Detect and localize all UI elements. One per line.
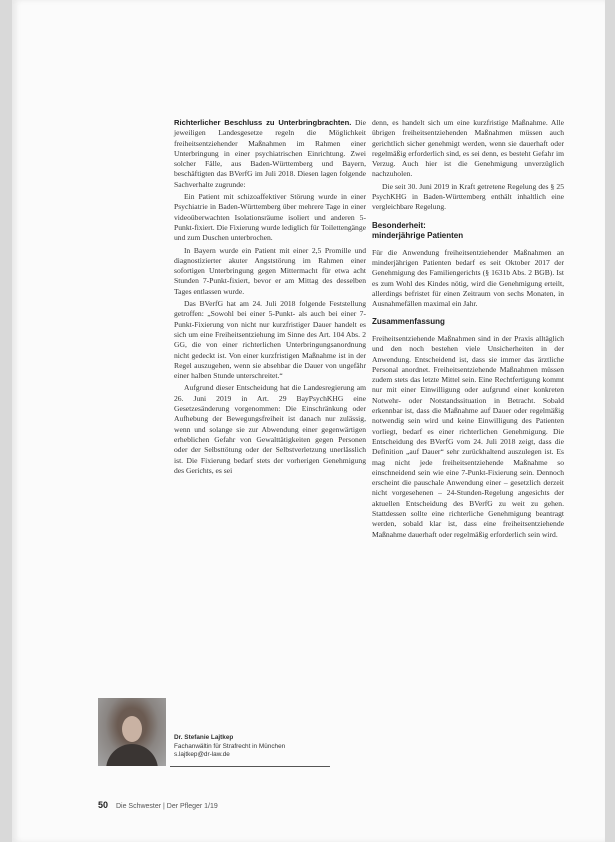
author-info <box>174 734 285 760</box>
paragraph: Die seit 30. Juni 2019 in Kraft getretene Regelung des § 25 PsychKHG in Baden-Württemberg enthält inhaltlich eine vergleichbare Regelung. <box>372 181 564 212</box>
author-name: Dr. Stefanie Lajtkep <box>174 734 234 741</box>
author-photo-face <box>122 716 142 742</box>
paragraph: Ein Patient mit schizoaffektiver Störung wurde in einer Psychiatrie in Baden-Württemberg über mehrere Tage in einer videoüberwachten Isolationsräume isoliert und anderen 5-Punkt-fixiert. Die Fixierung wurde lediglich für Toilettengänge und zum Duschen unterbrochen. <box>174 192 366 243</box>
paragraph-text: Die jeweiligen Landesgesetze regeln die Möglichkeit freiheitsentziehender Maßnahmen im Rahmen einer Unterbringung in einer psychiatrischen Einrichtung. Zwei solcher Fälle, aus Baden-Württemberg und Bayern, beschäftigten das BVerfG im Juli 2018. Diesen lagen folgende Sachverhalte zugrunde: <box>174 118 366 189</box>
paragraph: Aufgrund dieser Entscheidung hat die Landesregierung am 26. Juni 2019 in Art. 29 BayPsychKHG eine Gesetzesänderung vorgenommen: Die Einschränkung oder Aufhebung der Bewegungsfreiheit ist danach nur zulässig, wenn und solange sie zur Abwendung einer gegenwärtigen erheblichen Gefahr von Gewalttätigkeiten gegen Personen oder der Selbsttötung oder der Selbstverletzung unerlässlich ist. Die Fixierung bedarf stets der vorherigen Genehmigung des Gerichts, es sei <box>174 383 366 475</box>
paragraph <box>174 118 366 190</box>
author-photo-shoulders <box>106 744 158 766</box>
article-right-column <box>372 118 564 542</box>
page-number: 50 <box>98 800 109 810</box>
heading-line: minderjährige Patienten <box>372 231 464 241</box>
paragraph: In Bayern wurde ein Patient mit einer 2,5 Promille und diagnostizierter akuter Angststörung im Rahmen einer sofortigen Unterbringung gegen Mittermacht für etwa acht Stunden 7-Punkt-fixiert, bevor er am Mittag des desselben Tages entlassen wurde. <box>174 245 366 296</box>
section-heading-summary: Zusammenfassung <box>372 317 445 327</box>
article-left-column <box>174 118 366 478</box>
author-divider <box>170 766 330 767</box>
heading-line: Besonderheit: <box>372 220 426 230</box>
author-email[interactable]: s.lajtkep@dr-law.de <box>174 751 230 759</box>
paragraph: Für die Anwendung freiheitsentziehender Maßnahmen an minderjährigen Patienten bedarf es seit Oktober 2017 der Genehmigung des Familiengerichts (§ 1631b Abs. 2 BGB). Ist es zum Wohl des Kindes nötig, wird die Genehmigung erteilt, allerdings befristet für einen Zeitraum von sechs Monaten, in Ausnahmefällen maximal ein Jahr. <box>372 247 564 309</box>
magazine-page <box>12 0 605 842</box>
page-footer <box>98 800 218 810</box>
paragraph: Das BVerfG hat am 24. Juli 2018 folgende Feststellung getroffen: „Sowohl bei einer 5-Punkt- als auch bei einer 7-Punkt-Fixierung von nicht nur kurzfristiger Dauer handelt es sich um eine Freiheitsentziehung im Sinne des Art. 104 Abs. 2 GG, die von einer richterlichen Unterbringungsanordnung nicht gedeckt ist. Von einer kurzfristigen Maßnahme ist in der Regel auszugehen, wenn sie absehbar die Dauer von ungefähr einer halben Stunde unterschreitet.“ <box>174 299 366 381</box>
paragraph: Freiheitsentziehende Maßnahmen sind in der Praxis alltäglich und den noch bestehen viele Unsicherheiten in der Anwendung. Entscheidend ist, dass sie immer das ärztliche Personal anordnet. Freiheitsentziehende Maßnahmen müssen zudem stets das letzte Mittel sein. Eine Rechtfertigung kommt nur mit einer Einwilligung oder aufgrund einer konkreten Notwehr- oder Notstandssituation in Betracht. Sobald erkennbar ist, dass die Maßnahme auf Dauer oder regelmäßig notwendig sein wird und keine Einwilligung des Patienten vorliegt, bedarf es einer richterlichen Genehmigung. Die Entscheidung des BVerfG vom 24. Juli 2018 zeigt, dass die Definition „auf Dauer“ sehr zurückhaltend auszulegen ist. Es mag nicht jede freiheitsentziehende Maßnahme so einschneidend sein wie eine 7-Punkt-Fixierung sein. Dennoch erscheint die pauschale Anwendung einer – gesetzlich derzeit nicht vorgesehenen – 24-Stunden-Regelung angesichts der aktuellen Entscheidung des BVerfG zu weit zu gehen. Stattdessen sollte eine richterliche Genehmigung beantragt werden, sobald klar ist, dass eine freiheitsentziehende Maßnahme dauerhaft oder regelmäßig erforderlich sein wird. <box>372 333 564 539</box>
paragraph: denn, es handelt sich um eine kurzfristige Maßnahme. Alle übrigen freiheitsentziehenden Maßnahmen müssen auch gerichtlich sicher genehmigt werden, wenn sie dauerhaft oder regelmäßig erforderlich sind, es sei denn, es besteht Gefahr im Verzug. Auch hier ist die Genehmigung unverzüglich nachzuholen. <box>372 118 564 179</box>
author-photo <box>98 698 166 766</box>
author-title: Fachanwältin für Strafrecht in München <box>174 742 286 750</box>
lead-heading: Richterlicher Beschluss zu Unterbringbrachten. <box>174 118 352 127</box>
section-heading-minors <box>372 221 564 242</box>
author-box <box>98 698 330 768</box>
publication-name: Die Schwester | Der Pfleger 1/19 <box>115 803 218 810</box>
